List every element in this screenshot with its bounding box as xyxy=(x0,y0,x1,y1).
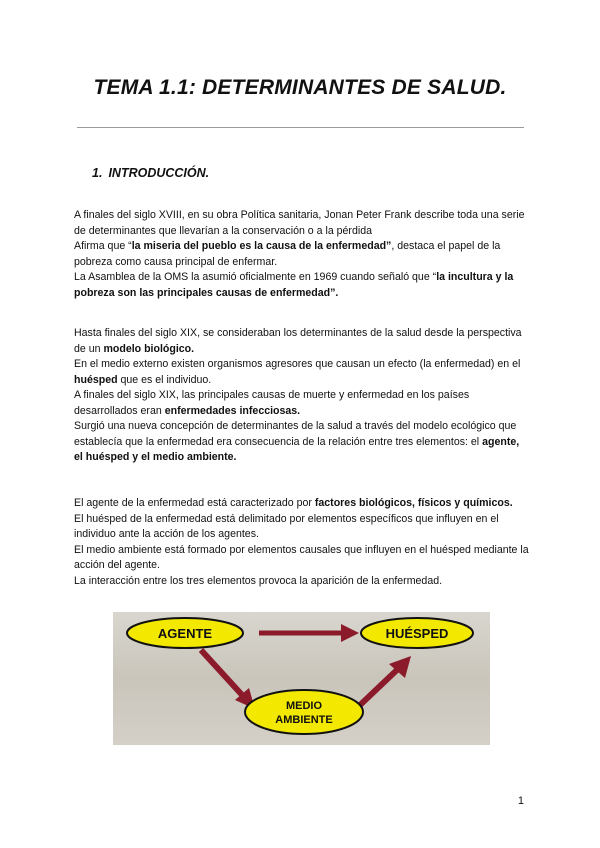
node-agente-label: AGENTE xyxy=(157,626,213,641)
arrowhead-icon xyxy=(341,624,359,642)
paragraph xyxy=(74,388,530,419)
text-run: Afirma que “ xyxy=(74,240,132,252)
text-run: A finales del siglo XVIII, en su obra Política sanitaria, Jonan Peter Frank describe toda una serie de determinantes que llevarían a la conservación o a la pérdida xyxy=(74,209,525,237)
node-medio-ambiente xyxy=(245,690,363,734)
bold-text: huésped xyxy=(74,373,118,386)
bold-text: la miseria del pueblo es la causa de la enfermedad” xyxy=(131,240,392,252)
node-medio-label-line1: MEDIO xyxy=(285,700,323,712)
text-run: La interacción entre los tres elementos provoca la aparición de la enfermedad. xyxy=(74,574,443,587)
page-title: TEMA 1.1: DETERMINANTES DE SALUD. xyxy=(93,76,507,99)
paragraph xyxy=(74,239,530,270)
bold-text: la incultura y la pobreza son las principales causas de enfermedad”. xyxy=(74,271,514,299)
text-run: Surgió una nueva concepción de determinantes de la salud a través del modelo ecológico que establecía que la enfermedad era consecuencia de la relación entre tres elementos: el xyxy=(74,420,517,448)
section-number: 1. xyxy=(92,166,103,180)
paragraph xyxy=(74,270,530,301)
bold-text: agente, el huésped y el medio ambiente. xyxy=(74,435,520,463)
paragraph-block-elements xyxy=(74,496,530,589)
paragraph-block-models xyxy=(74,326,530,466)
bold-text: modelo biológico. xyxy=(103,342,195,355)
bold-text: enfermedades infecciosas. xyxy=(164,404,301,417)
title-divider xyxy=(77,127,524,128)
section-heading xyxy=(92,166,209,180)
paragraph xyxy=(74,496,530,512)
text-run: Hasta finales del siglo XIX, se consideraban los determinantes de la salud desde la perspectiva de un xyxy=(74,327,522,355)
paragraph xyxy=(74,574,530,590)
text-run: El huésped de la enfermedad está delimitado por elementos específicos que influyen en el individuo ante la acción de los agentes. xyxy=(74,512,499,540)
paragraph xyxy=(74,512,530,543)
page-number: 1 xyxy=(517,795,524,807)
diagram-svg xyxy=(113,612,490,745)
text-run: La Asamblea de la OMS la asumió oficialmente en 1969 cuando señaló que “ xyxy=(74,271,437,283)
text-run: , destaca el papel de la pobreza como causa principal de enfermar. xyxy=(74,240,501,268)
arrow-medio-to-huesped xyxy=(359,668,399,706)
text-run: El agente de la enfermedad está caracterizado por xyxy=(74,497,315,509)
node-huesped-label: HUÉSPED xyxy=(385,626,449,641)
text-run: que es el individuo. xyxy=(117,373,212,386)
paragraph xyxy=(74,208,530,239)
paragraph xyxy=(74,419,530,466)
ecological-model-diagram xyxy=(113,612,490,745)
text-run: El medio ambiente está formado por elementos causales que influyen en el huésped mediante la acción del agente. xyxy=(74,543,529,571)
paragraph xyxy=(74,357,530,388)
arrow-agente-to-medio xyxy=(201,650,243,696)
paragraph xyxy=(74,543,530,574)
node-medio-label-line2: AMBIENTE xyxy=(275,714,333,726)
paragraph-block-history xyxy=(74,208,530,301)
text-run: En el medio externo existen organismos agresores que causan un efecto (la enfermedad) en el xyxy=(74,358,521,370)
section-title: INTRODUCCIÓN. xyxy=(108,166,210,180)
bold-text: factores biológicos, físicos y químicos. xyxy=(314,497,513,509)
text-run: A finales del siglo XIX, las principales causas de muerte y enfermedad en los países desarrollados eran xyxy=(74,389,470,417)
paragraph xyxy=(74,326,530,357)
